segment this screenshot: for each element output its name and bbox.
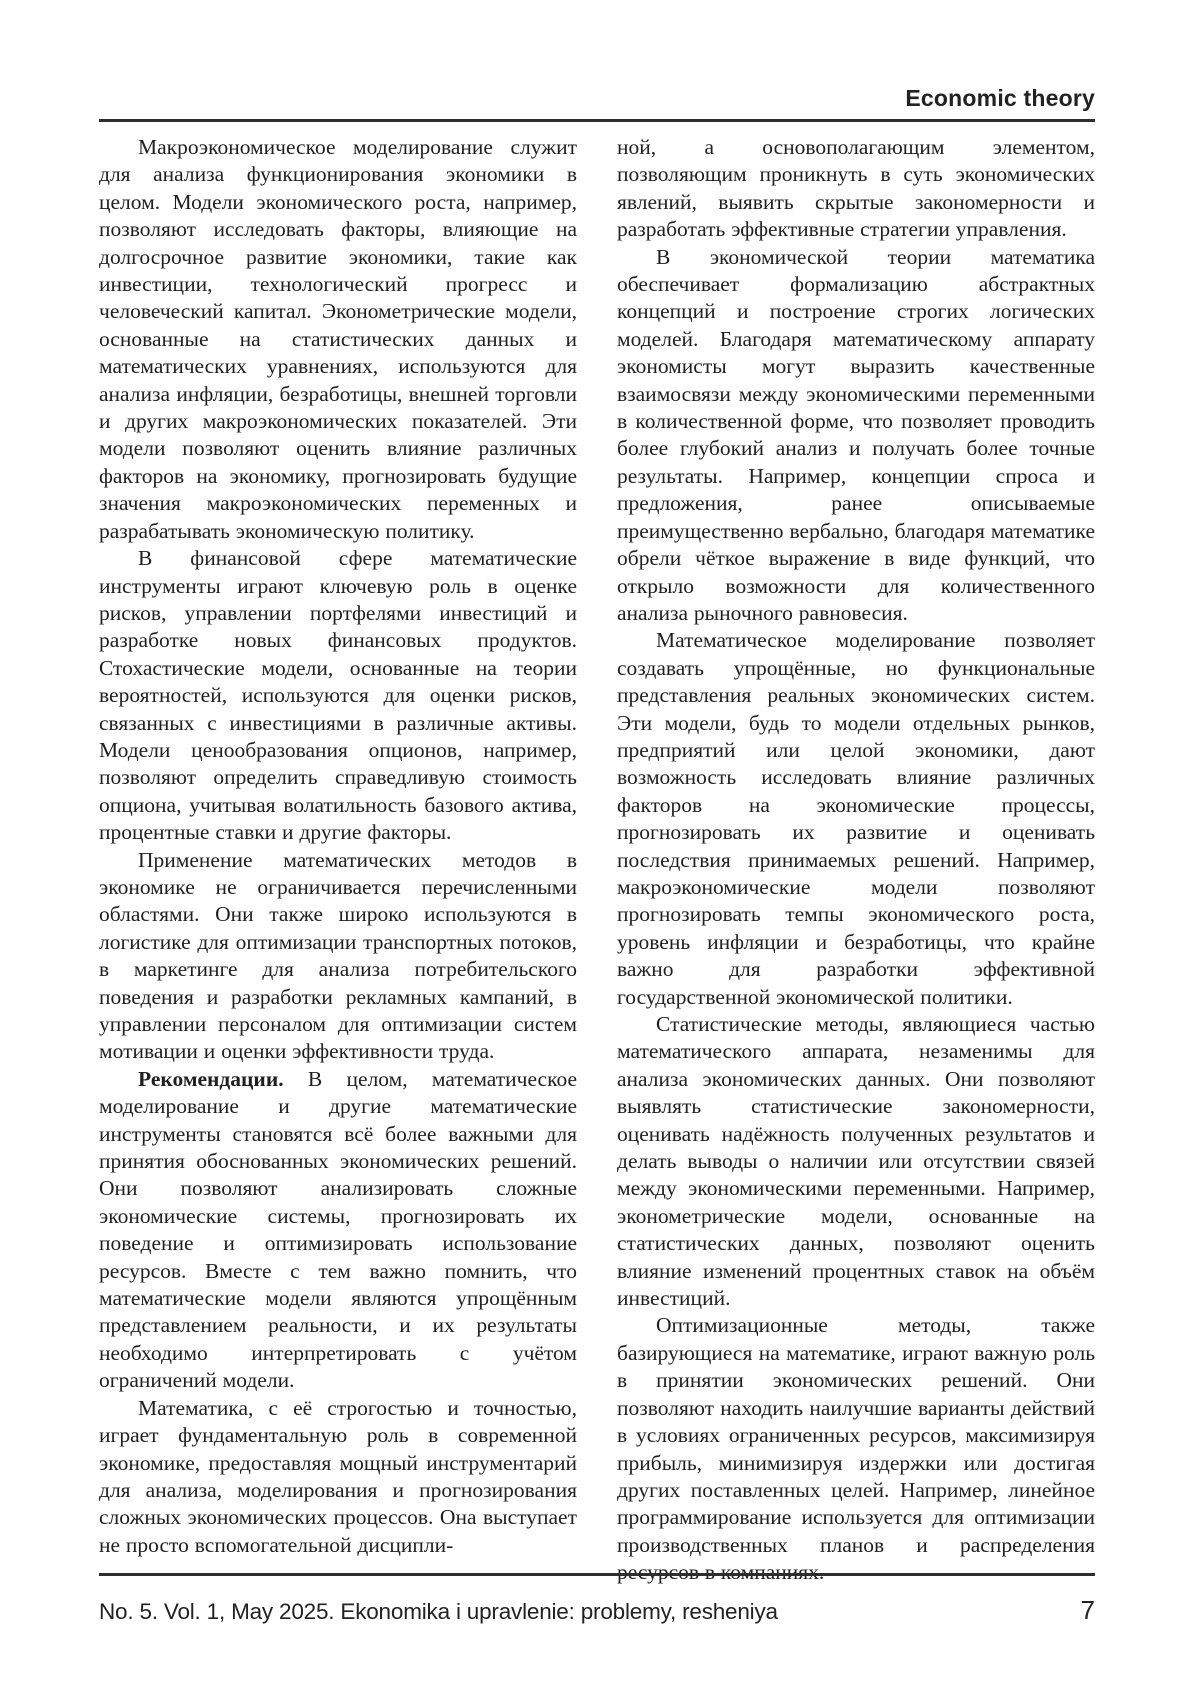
run-in-heading: Рекомендации. xyxy=(138,1066,284,1091)
column-right xyxy=(617,134,1095,1587)
running-head: Economic theory xyxy=(905,85,1095,111)
paragraph-text: Статистические методы, являющиеся частью математического аппарата, незаменимы для анализа экономических данных. Они позволяют выявлять статистические закономерности, оценивать надёжность полученных результатов и делать выводы о наличии или отсутствии связей между экономическими переменными. Например, эконометрические модели, основанные на статистических данных, позволяют оценить влияние изменений процентных ставок на объём инвестиций. xyxy=(617,1012,1095,1311)
paragraph xyxy=(617,1312,1095,1586)
paragraph xyxy=(99,1066,577,1395)
paragraph-text: Математическое моделирование позволяет создавать упрощённые, но функциональные представления реальных экономических систем. Эти модели, будь то модели отдельных рынков, предприятий или целой экономики, дают возможность исследовать влияние различных факторов на экономические процессы, прогнозировать их развитие и оценивать последствия принимаемых решений. Например, макроэкономические модели позволяют прогнозировать темпы экономического роста, уровень инфляции и безработицы, что крайне важно для разработки эффективной государственной экономической политики. xyxy=(617,628,1095,1009)
journal-citation-line: No. 5. Vol. 1, May 2025. Ekonomika i upravlenie: problemy, resheniya xyxy=(99,1599,778,1624)
page-footer xyxy=(99,1573,1095,1626)
paragraph xyxy=(617,1011,1095,1312)
paragraph xyxy=(617,244,1095,628)
paragraph-text: ной, а основополагающим элементом, позволяющим проникнуть в суть экономических явлений, выявить скрытые закономерности и разработать эффективные стратегии управления. xyxy=(617,135,1095,242)
paragraph xyxy=(99,545,577,846)
paragraph xyxy=(99,847,577,1066)
column-left xyxy=(99,134,577,1587)
paragraph-text: Макроэкономическое моделирование служит для анализа функционирования экономики в целом. Модели экономического роста, например, позволяют исследовать факторы, влияющие на долгосрочное развитие экономики, такие как инвестиции, технологический прогресс и человеческий капитал. Эконометрические модели, основанные на статистических данных и математических уравнениях, используются для анализа инфляции, безработицы, внешней торговли и других макроэкономических показателей. Эти модели позволяют оценить влияние различных факторов на экономику, прогнозировать будущие значения макроэкономических переменных и разрабатывать экономическую политику. xyxy=(99,135,577,543)
paragraph xyxy=(99,1395,577,1559)
page-number: 7 xyxy=(1080,1595,1095,1625)
paragraph-text: В финансовой сфере математические инструменты играют ключевую роль в оценке рисков, управлении портфелями инвестиций и разработке новых финансовых продуктов. Стохастические модели, основанные на теории вероятностей, используются для оценки рисков, связанных с инвестициями в различные активы. Модели ценообразования опционов, например, позволяют определить справедливую стоимость опциона, учитывая волатильность базового актива, процентные ставки и другие факторы. xyxy=(99,546,577,845)
paragraph-text: В целом, математическое моделирование и другие математические инструменты становятся всё более важными для принятия обоснованных экономических решений. Они позволяют анализировать сложные экономические системы, прогнозировать их поведение и оптимизировать использование ресурсов. Вместе с тем важно помнить, что математические модели являются упрощённым представлением реальности, и их результаты необходимо интерпретировать с учётом ограничений модели. xyxy=(99,1066,578,1393)
header-rule xyxy=(99,119,1095,122)
article-body xyxy=(99,134,1095,1587)
paragraph xyxy=(99,134,577,545)
paragraph-text: Оптимизационные методы, также базирующиеся на математике, играют важную роль в принятии экономических решений. Они позволяют находить наилучшие варианты действий в условиях ограниченных ресурсов, максимизируя прибыль, минимизируя издержки или достигая других поставленных целей. Например, линейное программирование используется для оптимизации производственных планов и распределения ресурсов в компаниях. xyxy=(617,1313,1095,1585)
paragraph xyxy=(617,627,1095,1011)
paragraph-text: В экономической теории математика обеспечивает формализацию абстрактных концепций и построение строгих логических моделей. Благодаря математическому аппарату экономисты могут выразить качественные взаимосвязи между экономическими переменными в количественной форме, что позволяет проводить более глубокий анализ и получать более точные результаты. Например, концепции спроса и предложения, ранее описываемые преимущественно вербально, благодаря математике обрели чёткое выражение в виде функций, что открыло возможности для количественного анализа рыночного равновесия. xyxy=(617,244,1095,625)
paragraph xyxy=(617,134,1095,244)
paragraph-text: Математика, с её строгостью и точностью, играет фундаментальную роль в современной экономике, предоставляя мощный инструментарий для анализа, моделирования и прогнозирования сложных экономических процессов. Она выступает не просто вспомогательной дисципли- xyxy=(99,1395,577,1557)
paragraph-text: Применение математических методов в экономике не ограничивается перечисленными областями. Они также широко используются в логистике для оптимизации транспортных потоков, в маркетинге для анализа потребительского поведения и разработки рекламных кампаний, в управлении персоналом для оптимизации систем мотивации и оценки эффективности труда. xyxy=(99,847,577,1064)
